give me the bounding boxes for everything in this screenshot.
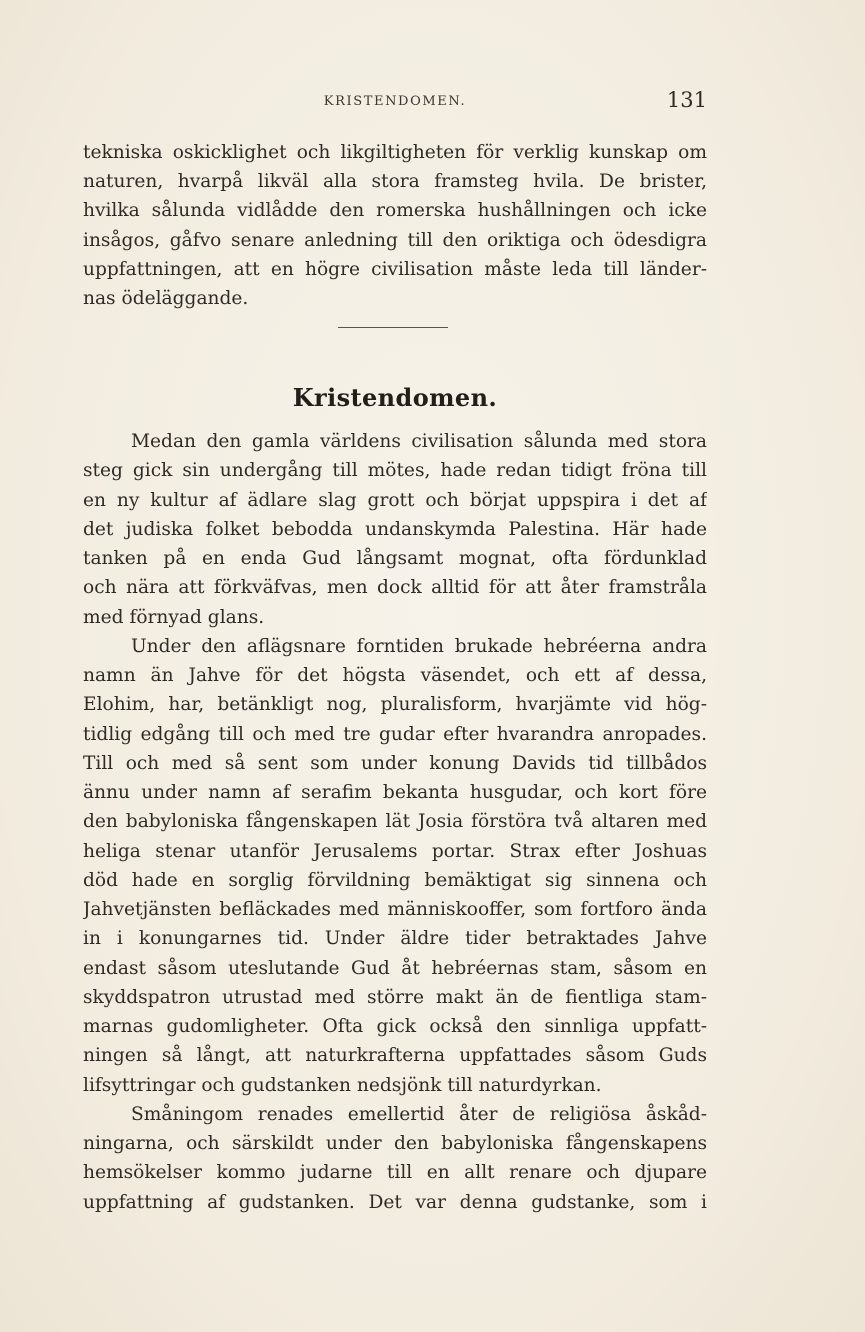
page-header (83, 88, 707, 118)
text-line: med förnyad glans. (83, 606, 265, 628)
text-line: nas ödeläggande. (83, 287, 249, 309)
running-head: KRISTENDOMEN. (323, 94, 467, 109)
text-line: Under den aflägsnare forntiden brukade hebréerna andra (131, 635, 707, 657)
text-line: tekniska oskicklighet och likgiltigheten för verklig kunskap om (83, 142, 707, 163)
text-line: insågos, gåfvo senare anledning till den oriktiga och ödesdigra (83, 229, 707, 251)
text-line: namn än Jahve för det högsta väsendet, och ett af dessa, (83, 665, 707, 686)
text-line: ännu under namn af serafim bekanta husgudar, och kort före (83, 782, 707, 803)
text-line: steg gick sin undergång till mötes, hade redan tidigt fröna till (83, 460, 707, 482)
text-line: ningarna, och särskildt under den babyloniska fångenskapens (83, 1133, 707, 1154)
text-line: hvilka sålunda vidlådde den romerska hushållningen och icke (83, 200, 707, 222)
text-line: tanken på en enda Gud långsamt mognat, ofta fördunklad (83, 548, 707, 569)
page-number: 131 (666, 88, 707, 112)
text-line: en ny kultur af ädlare slag grott och börjat uppspira i det af (83, 489, 707, 511)
text-line: hemsökelser kommo judarne till en allt renare och djupare (83, 1162, 707, 1184)
text-line: och nära att förkväfvas, men dock alltid för att åter framstråla (83, 577, 707, 599)
text-line: den babyloniska fångenskapen lät Josia förstöra två altaren med (83, 811, 707, 833)
text-line: skyddspatron utrustad med större makt än de fientliga stam- (83, 986, 707, 1008)
text-line: Medan den gamla världens civilisation sålunda med stora (131, 431, 707, 452)
body-text (83, 427, 707, 1217)
text-line: marnas gudomligheter. Ofta gick också den sinnliga uppfatt- (83, 1016, 707, 1037)
text-line: endast såsom uteslutande Gud åt hebréernas stam, såsom en (83, 957, 707, 979)
text-line: in i konungarnes tid. Under äldre tider betraktades Jahve (83, 928, 707, 950)
text-line: Elohim, har, betänkligt nog, pluralisform, hvarjämte vid hög- (83, 694, 707, 716)
section-heading: Kristendomen. (292, 383, 498, 412)
text-line: naturen, hvarpå likväl alla stora framsteg hvila. De brister, (83, 171, 707, 193)
text-line: död hade en sorglig förvildning bemäktigat sig sinnena och (83, 869, 707, 891)
text-line: Jahvetjänsten befläckades med människooffer, som fortforo ända (83, 899, 707, 920)
text-line: uppfattningen, att en högre civilisation måste leda till länder- (83, 258, 707, 280)
text-line: ningen så långt, att naturkrafterna uppfattades såsom Guds (83, 1045, 707, 1067)
text-line: Småningom renades emellertid åter de religiösa åskåd- (131, 1103, 707, 1125)
text-line: tidlig edgång till och med tre gudar efter hvarandra anropades. (83, 723, 707, 745)
intro-paragraph (83, 138, 707, 313)
text-line: Till och med så sent som under konung Davids tid tillbådos (83, 752, 707, 774)
text-line: lifsyttringar och gudstanken nedsjönk till naturdyrkan. (83, 1074, 602, 1096)
text-line: heliga stenar utanför Jerusalems portar. Strax efter Joshuas (83, 840, 707, 862)
section-divider (338, 327, 448, 328)
text-line: uppfattning af gudstanken. Det var denna gudstanke, som i (83, 1191, 707, 1213)
text-line: det judiska folket bebodda undanskymda Palestina. Här hade (83, 518, 707, 540)
